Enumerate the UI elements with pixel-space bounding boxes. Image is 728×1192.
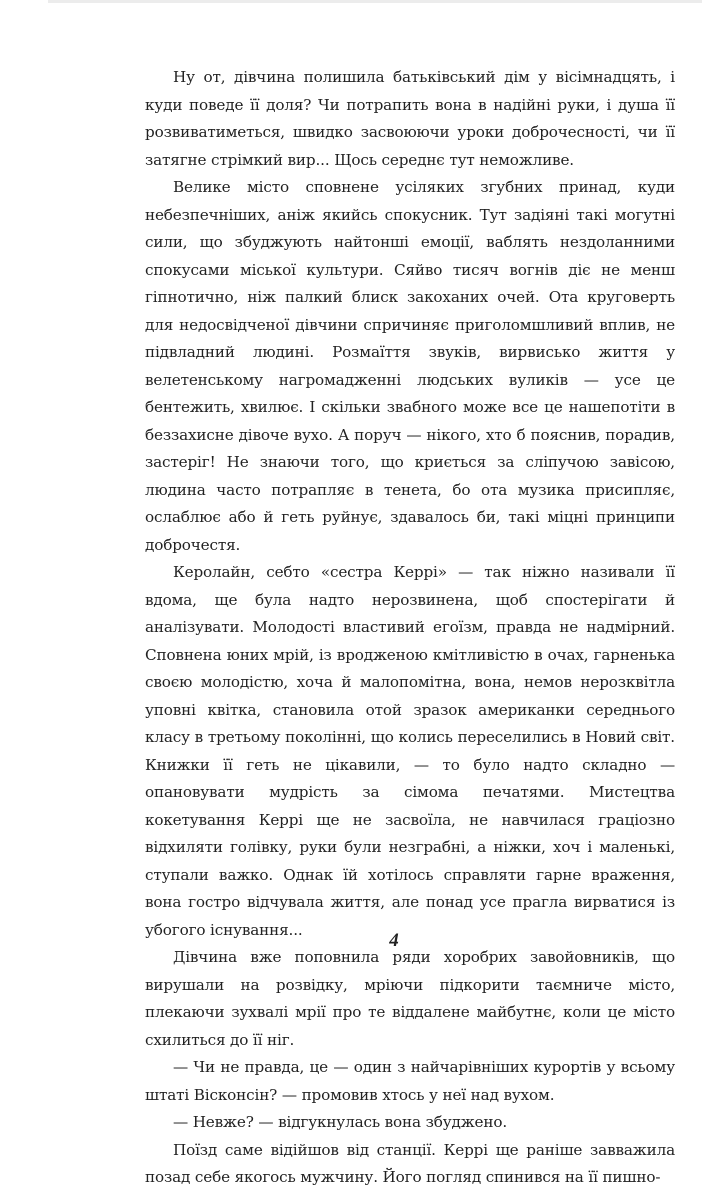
paragraph-7: Поїзд саме відійшов від станції. Керрі ще раніше завважила позад себе якогось мужчину. Його погляд спинився на її пишно- [145,1140,675,1186]
paragraph-5: — Чи не правда, це — один з найчарівніших курортів у всьому штаті Вісконсін? — промовив хтось у неї над вухом. [145,1058,675,1104]
paragraph-3: Керолайн, себто «сестра Керрі» — так ніжно називали її вдома, ще була надто нерозвинена, щоб спостерігати й аналізувати. Молодості властивий егоїзм, правда не надмірний. Сповнена юних мрій, із вродженою кмітливістю в очах, гарненька своєю молодістю, хоча й малопомітна, вона, немов нерозквітла уповні квітка, становила отой зразок американки середнього класу в третьому поколінні, що колись переселились в Новий світ. Книжки її геть не цікавили, — то було надто складно — опановувати мудрість за сімома печатями. Мистецтва кокетування Керрі ще не засвоїла, не навчилася граціозно відхиляти голівку, руки були незграбні, а ніжки, хоч і маленькі, ступали важко. Однак їй хотілось справляти гарне враження, вона гостро відчувала життя, але понад усе прагла вирватися із убогого існування... [145,563,675,939]
paragraph-2: Велике місто сповнене усіляких згубних принад, куди небезпечніших, аніж якийсь спокусник. Тут задіяні такі могутні сили, що збуджують найтонші емоції, ваблять нездоланними спокусами міської культури. Сяйво тисяч вогнів діє не менш гіпнотично, ніж палкий блиск закоханих очей. Ота круговерть для недосвідченої дівчини спричиняє приголомшливий вплив, не підвладний людині. Розмаїття звуків, вирвисько життя у велетенському нагромадженні людських вуликів — усе це бентежить, хвилює. І скільки звабного може все це нашепотіти в беззахисне дівоче вухо. А поруч — нікого, хто б пояснив, порадив, застеріг! Не знаючи того, що криється за сліпучою завісою, людина часто потрапляє в тенета, бо ота музика присипляє, ослаблює або й геть руйнує, здавалось би, такі міцні принципи доброчестя. [145,178,675,554]
page-number: 4 [389,930,399,951]
body-text [145,64,675,1192]
paragraph-1: Ну от, дівчина полишила батьківський дім у вісімнадцять, і куди поведе її доля? Чи потрапить вона в надійні руки, і душа її розвиватиметься, швидко засвоюючи уроки доброчесності, чи її затягне стрімкий вир... Щось середнє тут неможливе. [145,68,675,169]
paragraph-6: — Невже? — відгукнулась вона збуджено. [173,1113,508,1131]
paragraph-4: Дівчина вже поповнила ряди хоробрих завойовників, що вирушали на розвідку, мріючи підкорити таємниче місто, плекаючи зухвалі мрії про те віддалене майбутнє, коли це місто схилиться до її ніг. [145,948,675,1049]
top-edge-rule [48,0,702,3]
